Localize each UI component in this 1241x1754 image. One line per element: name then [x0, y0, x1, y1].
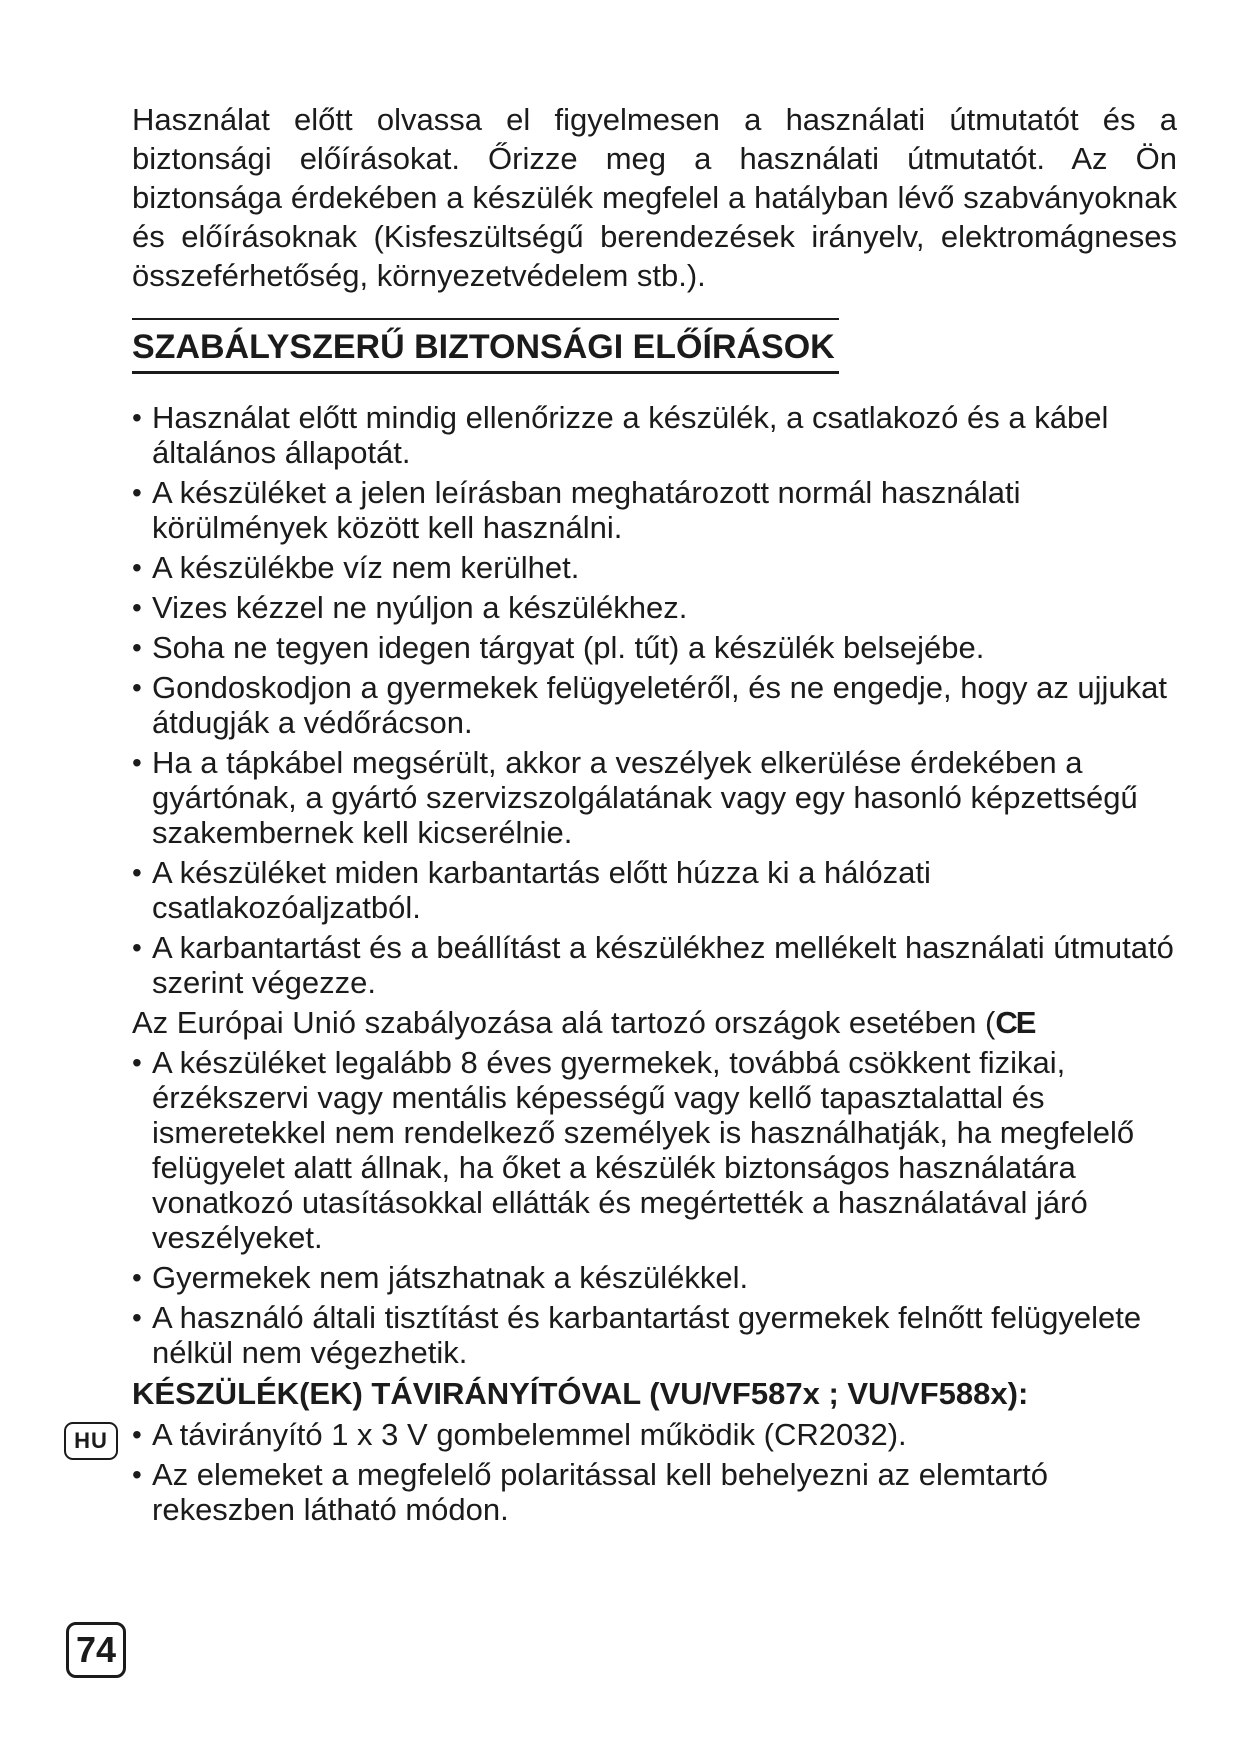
list-item: • A készülékbe víz nem kerülhet.	[132, 550, 1182, 585]
list-item: • A karbantartást és a beállítást a készülékhez mellékelt használati útmutató szerint végezze.	[132, 930, 1182, 1000]
list-item: • A készüléket miden karbantartás előtt húzza ki a hálózati csatlakozóaljzatból.	[132, 855, 1182, 925]
list-item: • Vizes kézzel ne nyúljon a készülékhez.	[132, 590, 1182, 625]
remote-heading: KÉSZÜLÉK(EK) TÁVIRÁNYÍTÓVAL (VU/VF587x ; VU/VF588x):	[132, 1376, 1029, 1411]
eu-note-text: Az Európai Unió szabályozása alá tartozó országok esetében (	[132, 1005, 996, 1040]
language-badge: HU	[64, 1422, 118, 1460]
page-number: 74	[66, 1622, 126, 1678]
list-item: • Gondoskodjon a gyermekek felügyeletéről, és ne engedje, hogy az ujjukat átdugják a védőrácson.	[132, 670, 1182, 740]
ce-mark-icon: CE	[995, 1005, 1035, 1040]
list-item: • Az elemeket a megfelelő polaritással kell behelyezni az elemtartó rekeszben látható módon.	[132, 1457, 1182, 1527]
section-title: SZABÁLYSZERŰ BIZTONSÁGI ELŐÍRÁSOK	[132, 318, 839, 374]
list-item: • A készüléket legalább 8 éves gyermekek, továbbá csökkent fizikai, érzékszervi vagy mentális képességű vagy kellő tapasztalattal és ismeretekkel nem rendelkező személyek is használhatják, ha megfelelő felügyelet alatt állnak, ha őket a készülék biztonságos használatára vonatkozó utasításokkal ellátták és megértették a használatával járó veszélyeket.	[132, 1045, 1182, 1255]
eu-note	[132, 1005, 1182, 1040]
list-item: • Ha a tápkábel megsérült, akkor a veszélyek elkerülése érdekében a gyártónak, a gyártó szervizszolgálatának vagy egy hasonló képzettségű szakembernek kell kicserélnie.	[132, 745, 1182, 850]
list-item: • Soha ne tegyen idegen tárgyat (pl. tűt) a készülék belsejébe.	[132, 630, 1182, 665]
list-item: • A készüléket a jelen leírásban meghatározott normál használati körülmények között kell használni.	[132, 475, 1182, 545]
list-item: • A távirányító 1 x 3 V gombelemmel működik (CR2032).	[132, 1417, 1182, 1452]
list-item: • A használó általi tisztítást és karbantartást gyermekek felnőtt felügyelete nélkül nem végezhetik.	[132, 1300, 1182, 1370]
list-item: • Gyermekek nem játszhatnak a készülékkel.	[132, 1260, 1182, 1295]
intro-paragraph: Használat előtt olvassa el figyelmesen a használati útmutatót és a biztonsági előírásokat. Őrizze meg a használati útmutatót. Az Ön biztonsága érdekében a készülék megfelel a hatályban lévő szabványoknak és előírásoknak (Kisfeszültségű berendezések irányelv, elektromágneses összeférhetőség, környezetvédelem stb.).	[132, 102, 1177, 293]
list-item: • Használat előtt mindig ellenőrizze a készülék, a csatlakozó és a kábel általános állapotát.	[132, 400, 1182, 470]
safety-list	[132, 400, 1182, 1532]
